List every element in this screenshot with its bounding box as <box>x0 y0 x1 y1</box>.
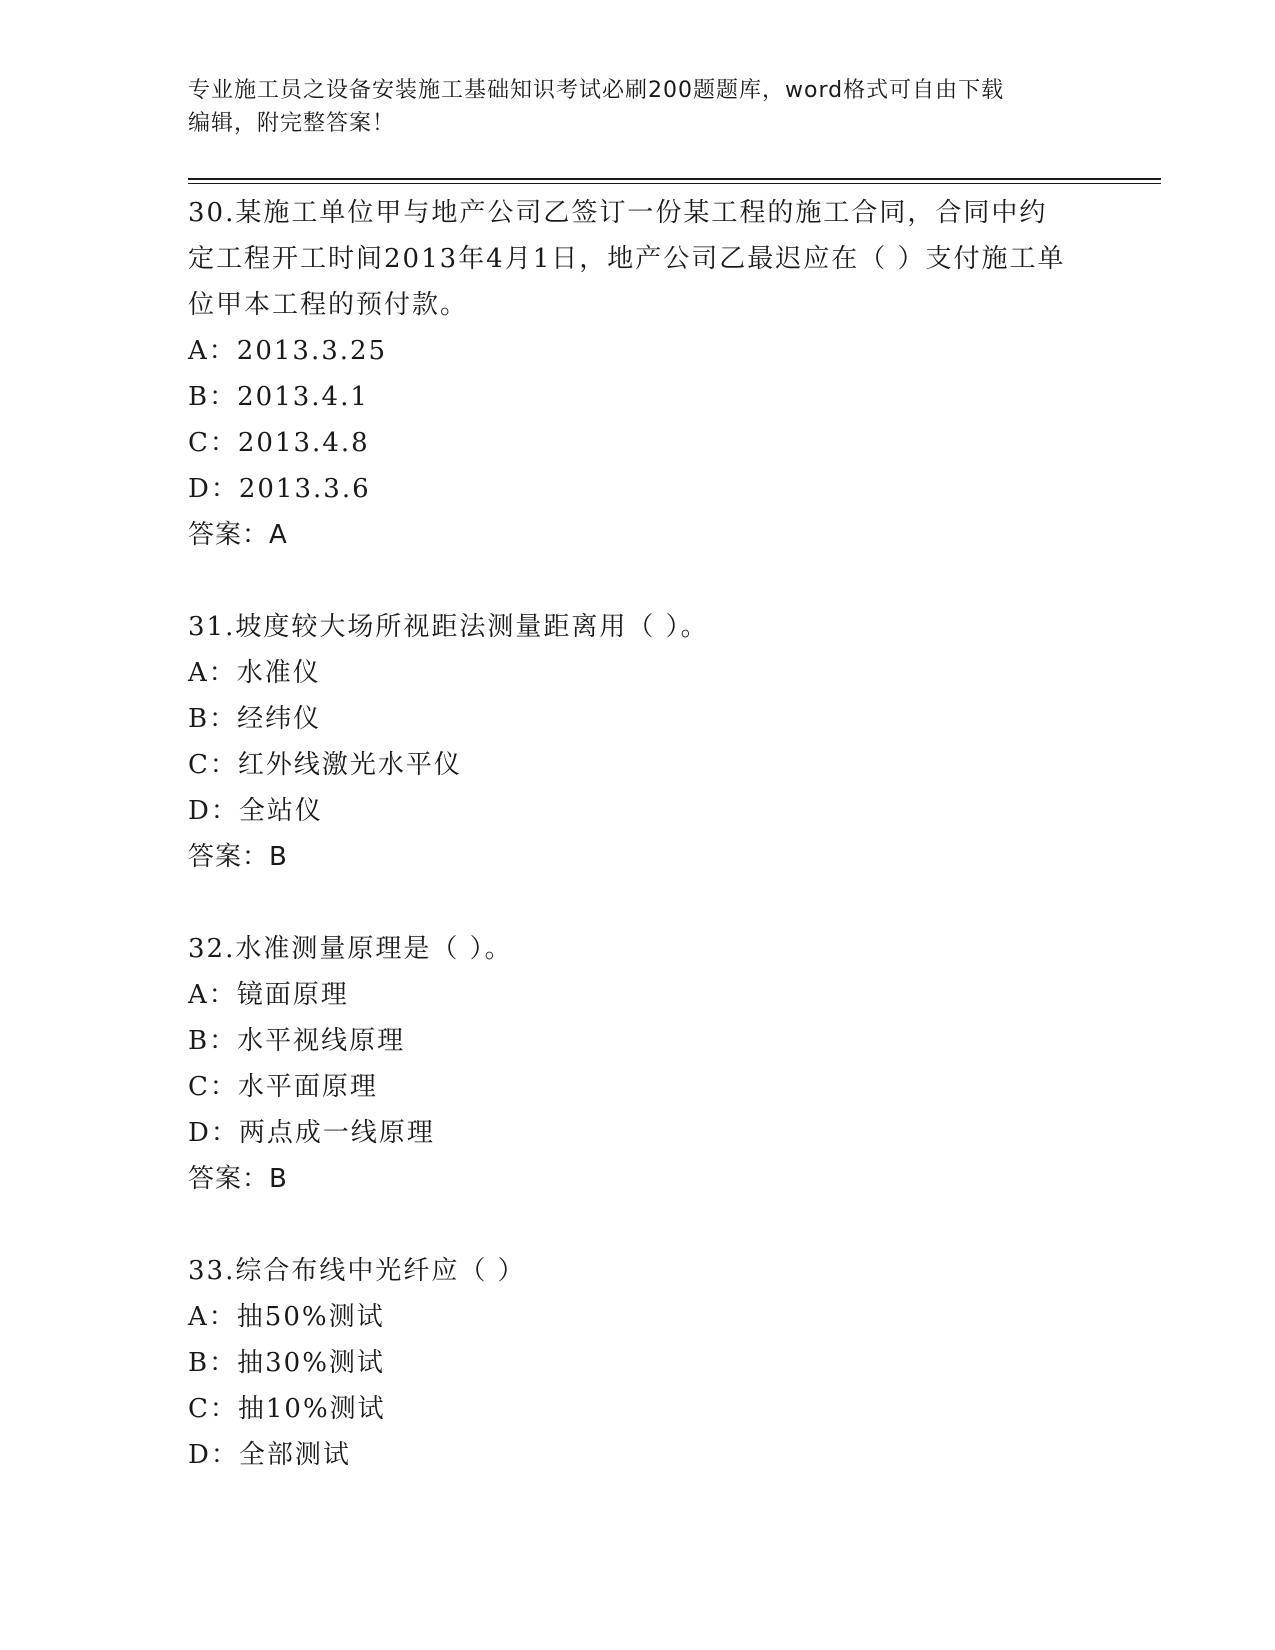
option-d: D：全站仪 <box>188 796 323 826</box>
question-stem: 31.坡度较大场所视距法测量距离用（ ）。 <box>188 612 709 642</box>
option-a: A：水准仪 <box>188 658 321 688</box>
question-stem: 32.水准测量原理是（ ）。 <box>188 934 513 964</box>
option-b: B：抽30%测试 <box>188 1348 385 1378</box>
document-header <box>188 74 1088 140</box>
header-rule-thin <box>188 183 1161 184</box>
header-title-line2: 编辑，附完整答案！ <box>188 111 396 136</box>
question-30 <box>188 190 1088 558</box>
answer-line: 答案：B <box>188 842 288 872</box>
question-33 <box>188 1248 1088 1478</box>
option-c: C：红外线激光水平仪 <box>188 750 462 780</box>
option-a: A：2013.3.25 <box>188 336 388 366</box>
header-rule-thick <box>188 178 1161 180</box>
option-d: D：全部测试 <box>188 1440 351 1470</box>
option-d: D：2013.3.6 <box>188 474 371 504</box>
question-32 <box>188 926 1088 1202</box>
option-c: C：水平面原理 <box>188 1072 378 1102</box>
option-c: C：抽10%测试 <box>188 1394 386 1424</box>
question-stem: 33.综合布线中光纤应（ ） <box>188 1256 526 1286</box>
option-a: A：抽50%测试 <box>188 1302 385 1332</box>
question-spacer <box>188 880 1088 926</box>
question-spacer <box>188 558 1088 604</box>
answer-line: 答案：B <box>188 1164 288 1194</box>
question-spacer <box>188 1202 1088 1248</box>
option-b: B：2013.4.1 <box>188 382 369 412</box>
question-list <box>188 190 1088 1478</box>
question-31 <box>188 604 1088 880</box>
option-d: D：两点成一线原理 <box>188 1118 435 1148</box>
option-b: B：水平视线原理 <box>188 1026 406 1056</box>
option-c: C：2013.4.8 <box>188 428 370 458</box>
answer-line: 答案：A <box>188 520 288 550</box>
option-b: B：经纬仪 <box>188 704 322 734</box>
question-stem: 30.某施工单位甲与地产公司乙签订一份某工程的施工合同，合同中约定工程开工时间2013年4月1日，地产公司乙最迟应在（ ）支付施工单位甲本工程的预付款。 <box>188 198 1066 320</box>
header-title-line1: 专业施工员之设备安装施工基础知识考试必刷200题题库，word格式可自由下载 <box>188 78 1005 103</box>
option-a: A：镜面原理 <box>188 980 349 1010</box>
